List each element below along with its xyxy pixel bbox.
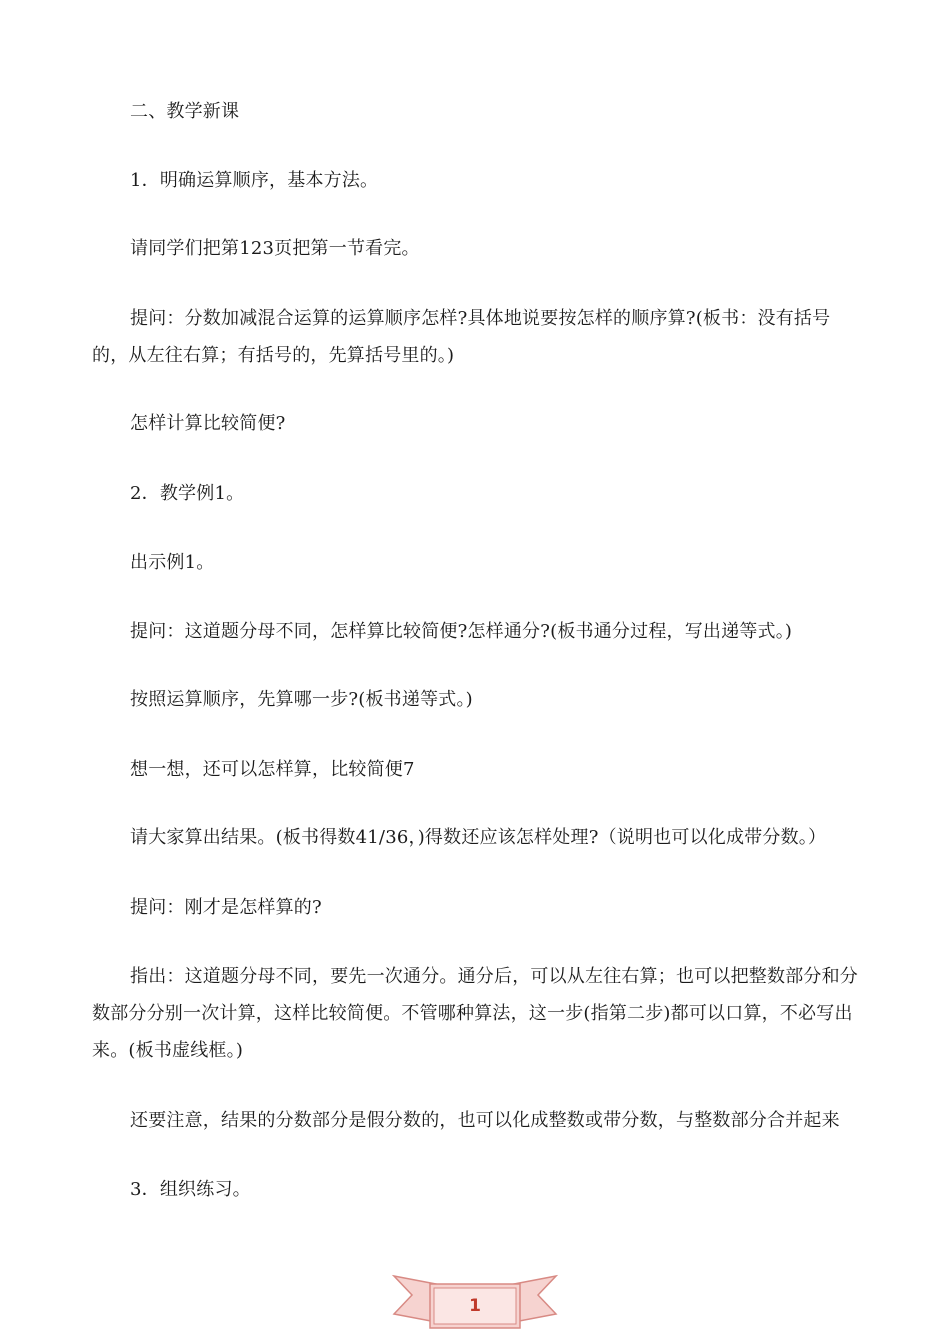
paragraph: 出示例1。 — [130, 552, 215, 573]
paragraph: 指出：这道题分母不同，要先一次通分。通分后，可以从左往右算；也可以把整数部分和分数部分分别一次计算，这样比较简便。不管哪种算法，这一步(指第二步)都可以口算，不必写出来。(板书虚线框。) — [92, 966, 858, 1061]
paragraph: 按照运算顺序，先算哪一步?(板书递等式。) — [130, 689, 473, 710]
paragraph: 3．组织练习。 — [130, 1179, 251, 1200]
paragraph: 提问：刚才是怎样算的? — [130, 897, 322, 918]
paragraph: 请大家算出结果。(板书得数41/36，)得数还应该怎样处理?（说明也可以化成带分数。） — [130, 827, 827, 848]
paragraph: 想一想，还可以怎样算，比较简便7 — [130, 759, 415, 780]
paragraph: 2．教学例1。 — [130, 483, 245, 504]
page-number-ribbon — [390, 1270, 560, 1340]
paragraph: 提问：这道题分母不同，怎样算比较简便?怎样通分?(板书通分过程，写出递等式。) — [130, 621, 793, 642]
paragraph: 怎样计算比较简便? — [130, 413, 286, 434]
paragraph: 请同学们把第123页把第一节看完。 — [130, 238, 420, 259]
page-number: 1 — [469, 1296, 481, 1316]
paragraph: 1．明确运算顺序，基本方法。 — [130, 170, 379, 191]
paragraph: 提问：分数加减混合运算的运算顺序怎样?具体地说要按怎样的顺序算?(板书：没有括号的，从左往右算；有括号的，先算括号里的。) — [92, 308, 831, 366]
section-heading: 二、教学新课 — [130, 101, 240, 122]
paragraph: 还要注意，结果的分数部分是假分数的，也可以化成整数或带分数，与整数部分合并起来 — [130, 1110, 840, 1131]
